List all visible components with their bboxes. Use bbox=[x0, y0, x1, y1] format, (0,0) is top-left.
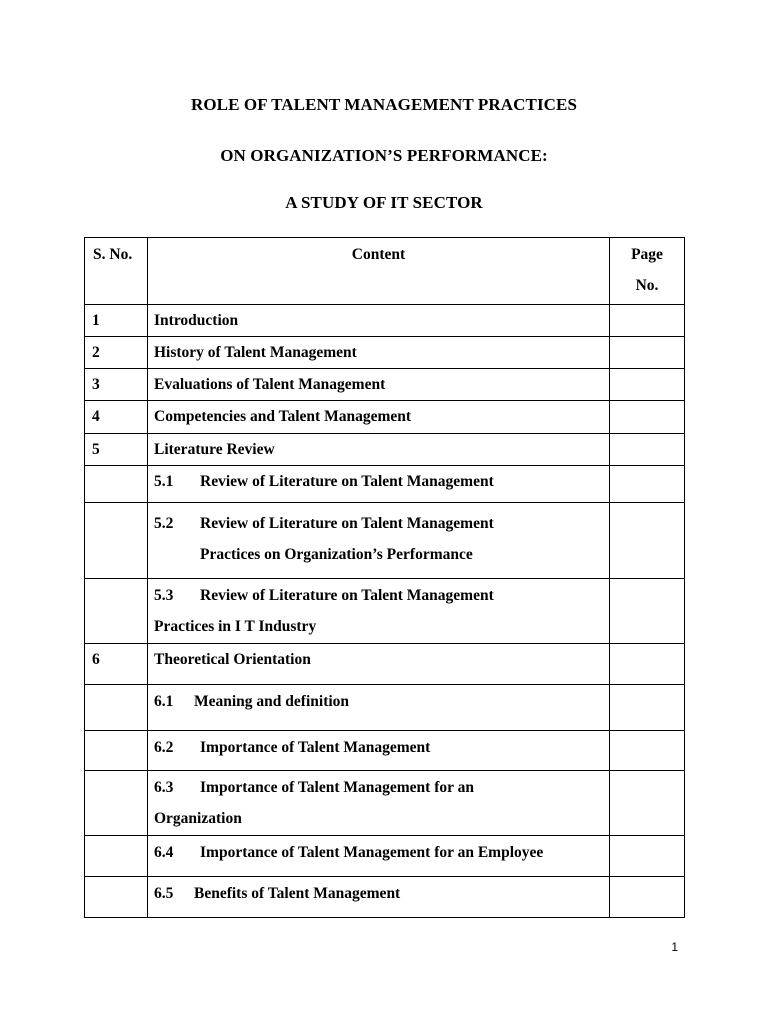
section-number: 6.3 bbox=[154, 779, 174, 796]
row-content bbox=[148, 836, 610, 877]
row-page bbox=[610, 836, 685, 877]
page-number: 1 bbox=[671, 940, 678, 954]
row-sno: 5 bbox=[85, 434, 148, 466]
section-title: Importance of Talent Management for an Employee bbox=[200, 844, 544, 861]
row-page bbox=[610, 337, 685, 369]
row-sno bbox=[85, 771, 148, 836]
row-content bbox=[148, 685, 610, 731]
title-line-2: ON ORGANIZATION’S PERFORMANCE: bbox=[220, 146, 548, 165]
section-number: 6.5 bbox=[154, 885, 174, 902]
row-sno bbox=[85, 466, 148, 503]
header-page-line1: Page bbox=[631, 246, 663, 263]
section-title: Review of Literature on Talent Management bbox=[200, 587, 494, 604]
table-row bbox=[85, 337, 685, 369]
table-of-contents bbox=[84, 237, 685, 918]
row-content bbox=[148, 771, 610, 836]
row-content: Literature Review bbox=[148, 434, 610, 466]
table-row bbox=[85, 305, 685, 337]
section-title: Importance of Talent Management for an bbox=[200, 779, 474, 796]
row-sno: 2 bbox=[85, 337, 148, 369]
row-content bbox=[148, 503, 610, 579]
row-content bbox=[148, 466, 610, 503]
table-row bbox=[85, 369, 685, 401]
row-page bbox=[610, 579, 685, 644]
table-row bbox=[85, 771, 685, 836]
section-number: 6.4 bbox=[154, 844, 174, 861]
row-sno: 6 bbox=[85, 644, 148, 685]
row-page bbox=[610, 305, 685, 337]
header-page-line2: No. bbox=[635, 277, 659, 294]
row-sno bbox=[85, 579, 148, 644]
table-row bbox=[85, 731, 685, 771]
section-number: 5.3 bbox=[154, 587, 174, 604]
section-title-continued: Practices on Organization’s Performance bbox=[200, 546, 473, 563]
row-content: History of Talent Management bbox=[148, 337, 610, 369]
row-page bbox=[610, 434, 685, 466]
row-sno bbox=[85, 877, 148, 918]
row-page bbox=[610, 466, 685, 503]
table-row bbox=[85, 401, 685, 434]
section-title: Importance of Talent Management bbox=[200, 739, 431, 756]
row-page bbox=[610, 401, 685, 434]
row-content bbox=[148, 579, 610, 644]
section-title-continued: Organization bbox=[154, 810, 242, 827]
table-row bbox=[85, 466, 685, 503]
table-row bbox=[85, 503, 685, 579]
section-title: Review of Literature on Talent Management bbox=[200, 473, 494, 490]
row-page bbox=[610, 771, 685, 836]
row-content bbox=[148, 877, 610, 918]
title-line-1: ROLE OF TALENT MANAGEMENT PRACTICES bbox=[190, 95, 578, 114]
header-page-no bbox=[610, 238, 685, 305]
section-number: 6.1 bbox=[154, 693, 174, 710]
section-title: Benefits of Talent Management bbox=[194, 885, 401, 902]
section-number: 6.2 bbox=[154, 739, 174, 756]
table-row bbox=[85, 836, 685, 877]
table-row bbox=[85, 685, 685, 731]
row-content: Competencies and Talent Management bbox=[148, 401, 610, 434]
table-row bbox=[85, 644, 685, 685]
row-page bbox=[610, 369, 685, 401]
row-content: Introduction bbox=[148, 305, 610, 337]
table-row bbox=[85, 434, 685, 466]
row-sno: 1 bbox=[85, 305, 148, 337]
row-content: Theoretical Orientation bbox=[148, 644, 610, 685]
section-title: Meaning and definition bbox=[194, 693, 350, 710]
table-row bbox=[85, 877, 685, 918]
table-header-row bbox=[85, 238, 685, 305]
header-content: Content bbox=[148, 238, 610, 305]
row-content bbox=[148, 731, 610, 771]
section-number: 5.1 bbox=[154, 473, 174, 490]
row-content: Evaluations of Talent Management bbox=[148, 369, 610, 401]
section-number: 5.2 bbox=[154, 515, 174, 532]
title-line-3: A STUDY OF IT SECTOR bbox=[285, 193, 483, 212]
row-page bbox=[610, 685, 685, 731]
table-row bbox=[85, 579, 685, 644]
row-page bbox=[610, 877, 685, 918]
row-sno bbox=[85, 836, 148, 877]
row-sno: 3 bbox=[85, 369, 148, 401]
row-page bbox=[610, 731, 685, 771]
row-sno: 4 bbox=[85, 401, 148, 434]
row-sno bbox=[85, 503, 148, 579]
row-page bbox=[610, 503, 685, 579]
row-sno bbox=[85, 731, 148, 771]
row-sno bbox=[85, 685, 148, 731]
section-title-continued: Practices in I T Industry bbox=[154, 618, 317, 635]
header-sno: S. No. bbox=[85, 238, 148, 305]
section-title: Review of Literature on Talent Management bbox=[200, 515, 494, 532]
row-page bbox=[610, 644, 685, 685]
